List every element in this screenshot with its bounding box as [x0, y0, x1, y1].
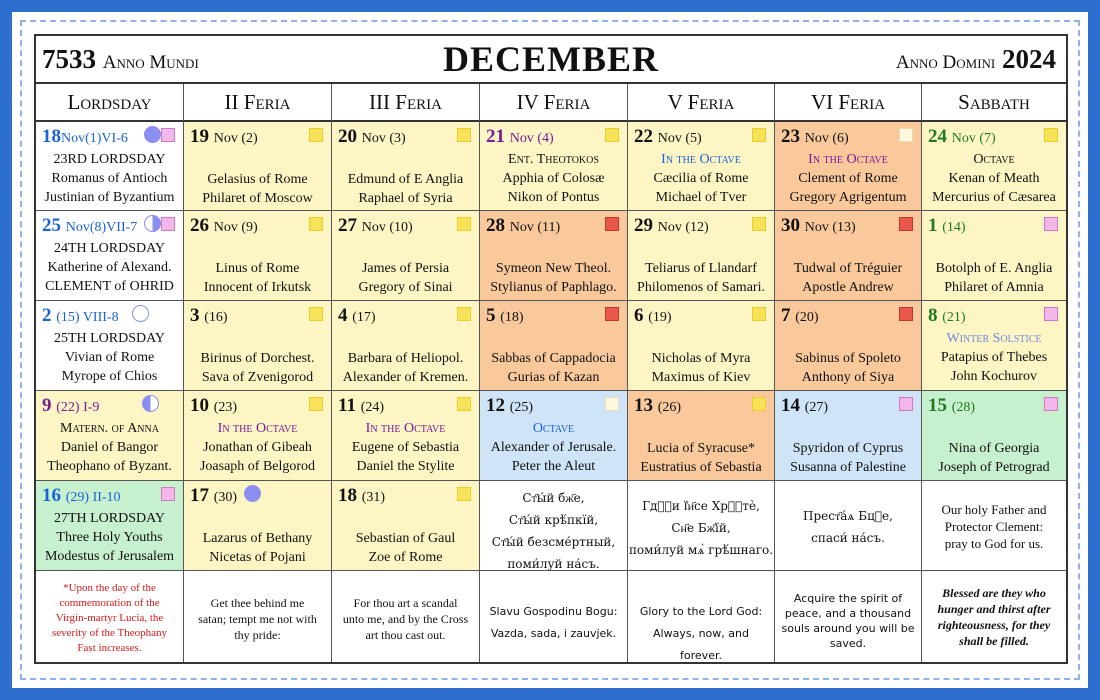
white-square-icon — [605, 397, 619, 411]
commemorations: Birinus of Dorchest. Sava of Zvenigorod — [200, 351, 315, 385]
commemorations: 27TH LORDSDAY Three Holy Youths Modestus of Jerusalem — [44, 511, 175, 564]
commemorations: In the Octave Clement of Rome Gregory Agrigentum — [789, 152, 907, 205]
beatitude-cell — [922, 571, 1066, 662]
day-cell[interactable] — [36, 481, 184, 571]
day-number: 29 Nov (12) — [634, 215, 709, 236]
slavu-text: Slavu Gospodinu Bogu: Vazda, sada, i zauvjek. — [489, 605, 618, 640]
calendar — [34, 34, 1068, 664]
commemorations: Tudwal of Tréguier Apostle Andrew — [793, 261, 903, 295]
day-cell[interactable] — [184, 481, 332, 571]
commemorations: 23RD LORDSDAY Romanus of Antioch Justinian of Byzantium — [44, 152, 175, 205]
day-number: 15 (28) — [928, 395, 976, 416]
day-header-vi-feria: VI Feria — [775, 84, 922, 122]
trisagion-cell — [480, 481, 628, 571]
day-cell[interactable] — [628, 301, 775, 391]
clement-prayer-cell — [922, 481, 1066, 571]
anno-domini — [896, 44, 1056, 75]
get-behind-me-text: Get thee behind me satan; tempt me not with thy pride: — [198, 596, 317, 642]
day-cell[interactable] — [922, 122, 1066, 211]
day-cell[interactable] — [922, 301, 1066, 391]
yellow-square-icon — [752, 128, 766, 142]
day-cell[interactable] — [332, 391, 480, 481]
day-header-iii-feria: III Feria — [332, 84, 480, 122]
day-cell[interactable] — [775, 122, 922, 211]
pink-square-icon — [1044, 397, 1058, 411]
day-header-v-feria: V Feria — [628, 84, 775, 122]
day-cell[interactable] — [628, 391, 775, 481]
day-number: 16 (29) II-10 — [42, 485, 121, 506]
day-number: 9 (22) I-9 — [42, 395, 100, 416]
commemorations: Nicholas of Myra Maximus of Kiev — [651, 351, 751, 385]
day-number: 18Nov(1)VI-6 — [42, 126, 128, 147]
day-cell[interactable] — [332, 481, 480, 571]
day-cell[interactable] — [184, 391, 332, 481]
day-number: 1 (14) — [928, 215, 966, 236]
jesus-prayer: Гдⷭ҇и Ї҆и҃се Хрⷭ҇тѐ, Сн҃е Бж҃їй, поми́луй мѧ̀ грѣ́шнаго. — [628, 499, 774, 557]
acquire-peace-text: Acquire the spirit of peace, and a thousand souls around you will be saved. — [781, 592, 915, 650]
pink-square-icon — [161, 128, 175, 142]
full-moon-icon — [244, 485, 261, 502]
month-title: DECEMBER — [442, 39, 660, 79]
day-cell[interactable] — [184, 211, 332, 301]
day-cell[interactable] — [480, 122, 628, 211]
scripture-cell — [184, 571, 332, 662]
commemorations: 24TH LORDSDAY Katherine of Alexand. CLEMENT of OHRID — [45, 241, 174, 294]
day-cell[interactable] — [628, 122, 775, 211]
day-cell[interactable] — [628, 211, 775, 301]
white-square-icon — [899, 128, 913, 142]
pink-square-icon — [1044, 307, 1058, 321]
day-number: 5 (18) — [486, 305, 524, 326]
commemorations: Linus of Rome Innocent of Irkutsk — [203, 261, 312, 295]
yellow-square-icon — [752, 397, 766, 411]
day-number: 10 (23) — [190, 395, 238, 416]
day-number: 21 Nov (4) — [486, 126, 554, 147]
pink-square-icon — [161, 487, 175, 501]
day-cell[interactable] — [922, 391, 1066, 481]
yellow-square-icon — [457, 487, 471, 501]
commemorations: In the Octave Jonathan of Gibeah Joasaph of Belgorod — [199, 421, 316, 474]
theotokos-prayer-cell — [775, 481, 922, 571]
pink-square-icon — [899, 397, 913, 411]
day-cell[interactable] — [184, 122, 332, 211]
day-number: 17 (30) — [190, 485, 238, 506]
day-number: 7 (20) — [781, 305, 819, 326]
full-moon-icon — [144, 126, 161, 143]
day-number: 13 (26) — [634, 395, 682, 416]
day-number: 14 (27) — [781, 395, 829, 416]
trisagion-prayer: Ст҃ы́й бж҃е, Ст҃ы́й крѣ́пкїй, Ст҃ы́й безсме́ртный, поми́луй на́съ. — [491, 491, 616, 571]
scripture-cell — [332, 571, 480, 662]
yellow-square-icon — [752, 307, 766, 321]
yellow-square-icon — [605, 128, 619, 142]
ad-label: Anno Domini — [895, 52, 996, 73]
yellow-square-icon — [457, 128, 471, 142]
commemorations: Barbara of Heliopol. Alexander of Kremen. — [342, 351, 469, 385]
yellow-square-icon — [309, 217, 323, 231]
day-number: 18 (31) — [338, 485, 386, 506]
day-number: 4 (17) — [338, 305, 376, 326]
day-cell[interactable] — [332, 211, 480, 301]
pink-square-icon — [161, 217, 175, 231]
day-cell[interactable] — [36, 211, 184, 301]
day-header-lordsday: Lordsday — [36, 84, 184, 122]
day-number: 20 Nov (3) — [338, 126, 406, 147]
theotokos-prayer: Прест҃а́ѧ Бцⷣе, спаси́ на́съ. — [803, 509, 893, 545]
day-number: 23 Nov (6) — [781, 126, 849, 147]
glory-text: Glory to the Lord God: Always, now, and forever. — [639, 605, 763, 662]
slavu-cell — [480, 571, 628, 662]
commemorations: Sebastian of Gaul Zoe of Rome — [355, 531, 456, 565]
lucia-note-cell — [36, 571, 184, 662]
commemorations: Lucia of Syracuse* Eustratius of Sebastia — [640, 441, 762, 475]
commemorations: Matern. of Anna Daniel of Bangor Theophano of Byzant. — [47, 421, 172, 474]
day-cell[interactable] — [480, 211, 628, 301]
day-number: 12 (25) — [486, 395, 534, 416]
commemorations: Gelasius of Rome Philaret of Moscow — [202, 172, 313, 206]
yellow-square-icon — [457, 307, 471, 321]
day-number: 8 (21) — [928, 305, 966, 326]
calendar-header — [36, 36, 1066, 84]
yellow-square-icon — [457, 217, 471, 231]
yellow-square-icon — [457, 397, 471, 411]
day-number: 26 Nov (9) — [190, 215, 258, 236]
commemorations: Teliarus of Llandarf Philomenos of Samari. — [637, 261, 765, 295]
am-year: 7533 — [42, 44, 96, 74]
day-cell[interactable] — [775, 301, 922, 391]
day-cell[interactable] — [775, 391, 922, 481]
commemorations: In the Octave Eugene of Sebastia Daniel the Stylite — [351, 421, 460, 474]
red-square-icon — [605, 217, 619, 231]
day-number: 2 (15) VIII-8 — [42, 305, 119, 326]
yellow-square-icon — [309, 307, 323, 321]
day-cell[interactable] — [480, 391, 628, 481]
new-moon-icon — [132, 305, 149, 322]
day-number: 6 (19) — [634, 305, 672, 326]
day-number: 3 (16) — [190, 305, 228, 326]
scandal-text: For thou art a scandal unto me, and by the Cross art thou cast out. — [342, 596, 469, 642]
commemorations: Sabinus of Spoleto Anthony of Siya — [795, 351, 901, 385]
waxing-moon-icon — [144, 215, 161, 232]
red-square-icon — [899, 307, 913, 321]
clement-prayer: Our holy Father and Protector Clement: pray to God for us. — [941, 502, 1047, 551]
commemorations: 25TH LORDSDAY Vivian of Rome Myrope of Chios — [53, 331, 166, 384]
commemorations: Octave Alexander of Jerusale. Peter the Aleut — [490, 421, 617, 474]
commemorations: Nina of Georgia Joseph of Petrograd — [938, 441, 1050, 475]
yellow-square-icon — [309, 397, 323, 411]
day-header-sabbath: Sabbath — [922, 84, 1066, 122]
day-cell[interactable] — [36, 122, 184, 211]
commemorations: Botolph of E. Anglia Philaret of Amnia — [935, 261, 1053, 295]
day-number: 24 Nov (7) — [928, 126, 996, 147]
commemorations: Winter Solstice Patapius of Thebes John Kochurov — [940, 331, 1048, 384]
commemorations: Symeon New Theol. Stylianus of Paphlago. — [490, 261, 617, 295]
commemorations: James of Persia Gregory of Sinai — [358, 261, 453, 295]
commemorations: Lazarus of Bethany Nicetas of Pojani — [202, 531, 313, 565]
red-square-icon — [899, 217, 913, 231]
day-number: 11 (24) — [338, 395, 385, 416]
glory-cell — [628, 571, 775, 662]
commemorations: In the Octave Cæcilia of Rome Michael of Tver — [653, 152, 749, 205]
fast-note: *Upon the day of the commemoration of the Virgin-martyr Lucia, the severity of the Theophany Fast increases. — [52, 582, 167, 654]
day-number: 25 Nov(8)VII-7 — [42, 215, 138, 236]
day-number: 28 Nov (11) — [486, 215, 561, 236]
day-number: 27 Nov (10) — [338, 215, 413, 236]
commemorations: Sabbas of Cappadocia Gurias of Kazan — [491, 351, 616, 385]
yellow-square-icon — [752, 217, 766, 231]
commemorations: Spyridon of Cyprus Susanna of Palestine — [790, 441, 906, 475]
day-cell[interactable] — [922, 211, 1066, 301]
day-number: 19 Nov (2) — [190, 126, 258, 147]
day-cell[interactable] — [480, 301, 628, 391]
am-label: Anno Mundi — [102, 52, 199, 73]
pink-square-icon — [1044, 217, 1058, 231]
beatitude-text: Blessed are they who hunger and thirst after righteousness, for they shall be filled. — [937, 586, 1051, 648]
day-cell[interactable] — [36, 391, 184, 481]
commemorations: Ent. Theotokos Apphia of Colosæ Nikon of Pontus — [502, 152, 605, 205]
day-header-iv-feria: IV Feria — [480, 84, 628, 122]
day-cell[interactable] — [36, 301, 184, 391]
day-number: 22 Nov (5) — [634, 126, 702, 147]
commemorations: Edmund of E Anglia Raphael of Syria — [347, 172, 464, 206]
jesus-prayer-cell — [628, 481, 775, 571]
day-number: 30 Nov (13) — [781, 215, 856, 236]
day-cell[interactable] — [332, 301, 480, 391]
yellow-square-icon — [1044, 128, 1058, 142]
day-cell[interactable] — [775, 211, 922, 301]
ad-year: 2024 — [1002, 44, 1056, 74]
commemorations: Octave Kenan of Meath Mercurius of Cæsarea — [932, 152, 1056, 205]
yellow-square-icon — [309, 128, 323, 142]
red-square-icon — [605, 307, 619, 321]
waning-moon-icon — [142, 395, 159, 412]
day-header-ii-feria: II Feria — [184, 84, 332, 122]
acquire-peace-cell — [775, 571, 922, 662]
day-cell[interactable] — [184, 301, 332, 391]
day-cell[interactable] — [332, 122, 480, 211]
